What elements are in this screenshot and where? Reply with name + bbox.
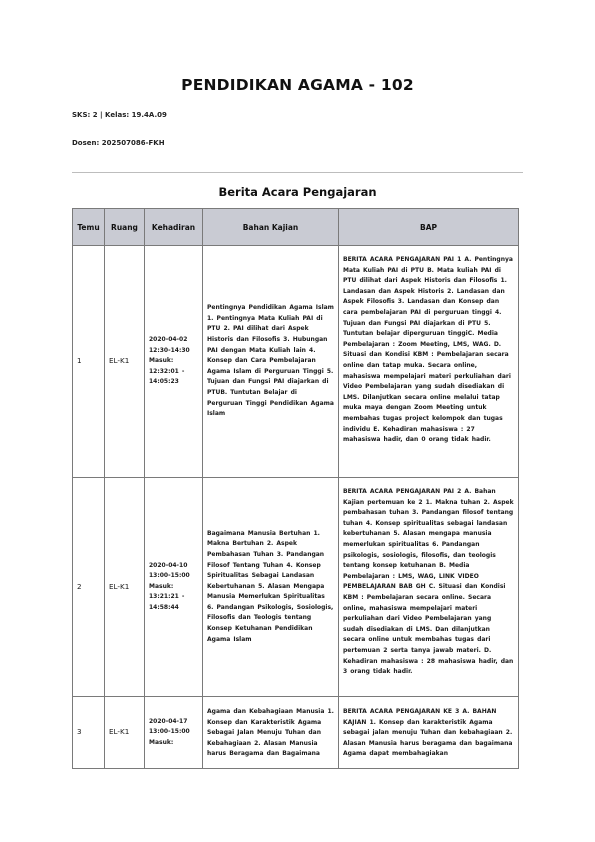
header-bahan-kajian: Bahan Kajian (203, 209, 339, 246)
header-kehadiran: Kehadiran (145, 209, 203, 246)
table-header-row (73, 209, 519, 246)
header-bap: BAP (339, 209, 519, 246)
bap-cell: BERITA ACARA PENGAJARAN PAI 2 A. Bahan Kajian pertemuan ke 2 1. Makna tuhan 2. Aspek pembahasan tuhan 3. Pandangan filosof tentang tuhan 4. Konsep spiritualitas sebagai landasan kebertuhanan 5. Alasan mengapa manusia memerlukan spiritualitas 6. Pandangan psikologis, sosiologis, filosofis, dan teologis tentang konsep ketuhanan B. Media Pembelajaran : LMS, WAG, LINK VIDEO PEMBELAJARAN BAB GH C. Situasi dan Kondisi KBM : Pembelajaran secara online. Secara online, mahasiswa mempelajari materi perkuliahan dari Video Pembelajaran yang sudah disediakan di LMS. Dan dilanjutkan secara online untuk membahas tugas dari pertemuan 2 serta tanya jawab materi. D. Kehadiran mahasiswa : 28 mahasiswa hadir, dan 3 orang tidak hadir. (339, 478, 519, 697)
table-row (73, 246, 519, 478)
teaching-record-table (72, 208, 519, 769)
lecturer-info: Dosen: 202507086-FKH (72, 139, 165, 147)
kehadiran-cell: 2020-04-17 13:00-15:00 Masuk: (145, 697, 203, 769)
header-ruang: Ruang (105, 209, 145, 246)
bahan-kajian-cell: Pentingnya Pendidikan Agama Islam 1. Pentingnya Mata Kuliah PAI di PTU 2. PAI dilihat dari Aspek Historis dan Filosofis 3. Hubungan PAI dengan Mata Kuliah lain 4. Konsep dan Cara Pembelajaran Agama Islam di Perguruan Tinggi 5. Tujuan dan Fungsi PAI diajarkan di PTUB. Tuntutan Belajar di Perguruan Tinggi Pendidikan Agama Islam (203, 246, 339, 478)
temu-cell: 1 (73, 246, 105, 478)
ruang-cell: EL-K1 (105, 697, 145, 769)
ruang-cell: EL-K1 (105, 478, 145, 697)
table-row (73, 478, 519, 697)
bahan-kajian-cell: Bagaimana Manusia Bertuhan 1. Makna Bertuhan 2. Aspek Pembahasan Tuhan 3. Pandangan Filosof Tentang Tuhan 4. Konsep Spiritualitas Sebagai Landasan Kebertuhanan 5. Alasan Mengapa Manusia Memerlukan Spiritualitas 6. Pandangan Psikologis, Sosiologis, Filosofis dan Teologis tentang Konsep Ketuhanan Pendidikan Agama Islam (203, 478, 339, 697)
header-temu: Temu (73, 209, 105, 246)
kehadiran-cell: 2020-04-10 13:00-15:00 Masuk: 13:21:21 - 14:58:44 (145, 478, 203, 697)
table-row (73, 697, 519, 769)
section-title: Berita Acara Pengajaran (218, 185, 377, 199)
divider (72, 172, 523, 173)
temu-cell: 2 (73, 478, 105, 697)
kehadiran-cell: 2020-04-02 12:30-14:30 Masuk: 12:32:01 - 14:05:23 (145, 246, 203, 478)
ruang-cell: EL-K1 (105, 246, 145, 478)
bap-cell: BERITA ACARA PENGAJARAN KE 3 A. BAHAN KAJIAN 1. Konsep dan karakteristik Agama sebagai jalan menuju Tuhan dan kebahagiaan 2. Alasan Manusia harus beragama dan bagaimana Agama dapat membahagiakan (339, 697, 519, 769)
temu-cell: 3 (73, 697, 105, 769)
bahan-kajian-cell: Agama dan Kebahagiaan Manusia 1. Konsep dan Karakteristik Agama Sebagai Jalan Menuju Tuhan dan Kebahagiaan 2. Alasan Manusia harus Beragama dan Bagaimana (203, 697, 339, 769)
page-title: PENDIDIKAN AGAMA - 102 (181, 76, 414, 94)
course-info: SKS: 2 | Kelas: 19.4A.09 (72, 111, 167, 119)
bap-cell: BERITA ACARA PENGAJARAN PAI 1 A. Pentingnya Mata Kuliah PAI di PTU B. Mata kuliah PAI di PTU dilihat dari Aspek Historis dan Filosofis 1. Landasan dan Aspek Historis 2. Landasan dan Aspek Filosofis 3. Landasan dan Konsep dan cara pembelajaran PAI di perguruan tinggi 4. Tujuan dan Fungsi PAI diajarkan di PTU 5. Tuntutan belajar diperguruan tinggiC. Media Pembelajaran : Zoom Meeting, LMS, WAG. D. Situasi dan Kondisi KBM : Pembelajaran secara online dan tatap muka. Secara online, mahasiswa mempelajari materi perkuliahan dari Video Pembelajaran yang sudah disediakan di LMS. Dilanjutkan secara online melalui tatap muka maya dengan Zoom Meeting untuk membahas tugas project kelompok dan tugas individu E. Kehadiran mahasiswa : 27 mahasiswa hadir, dan 0 orang tidak hadir. (339, 246, 519, 478)
